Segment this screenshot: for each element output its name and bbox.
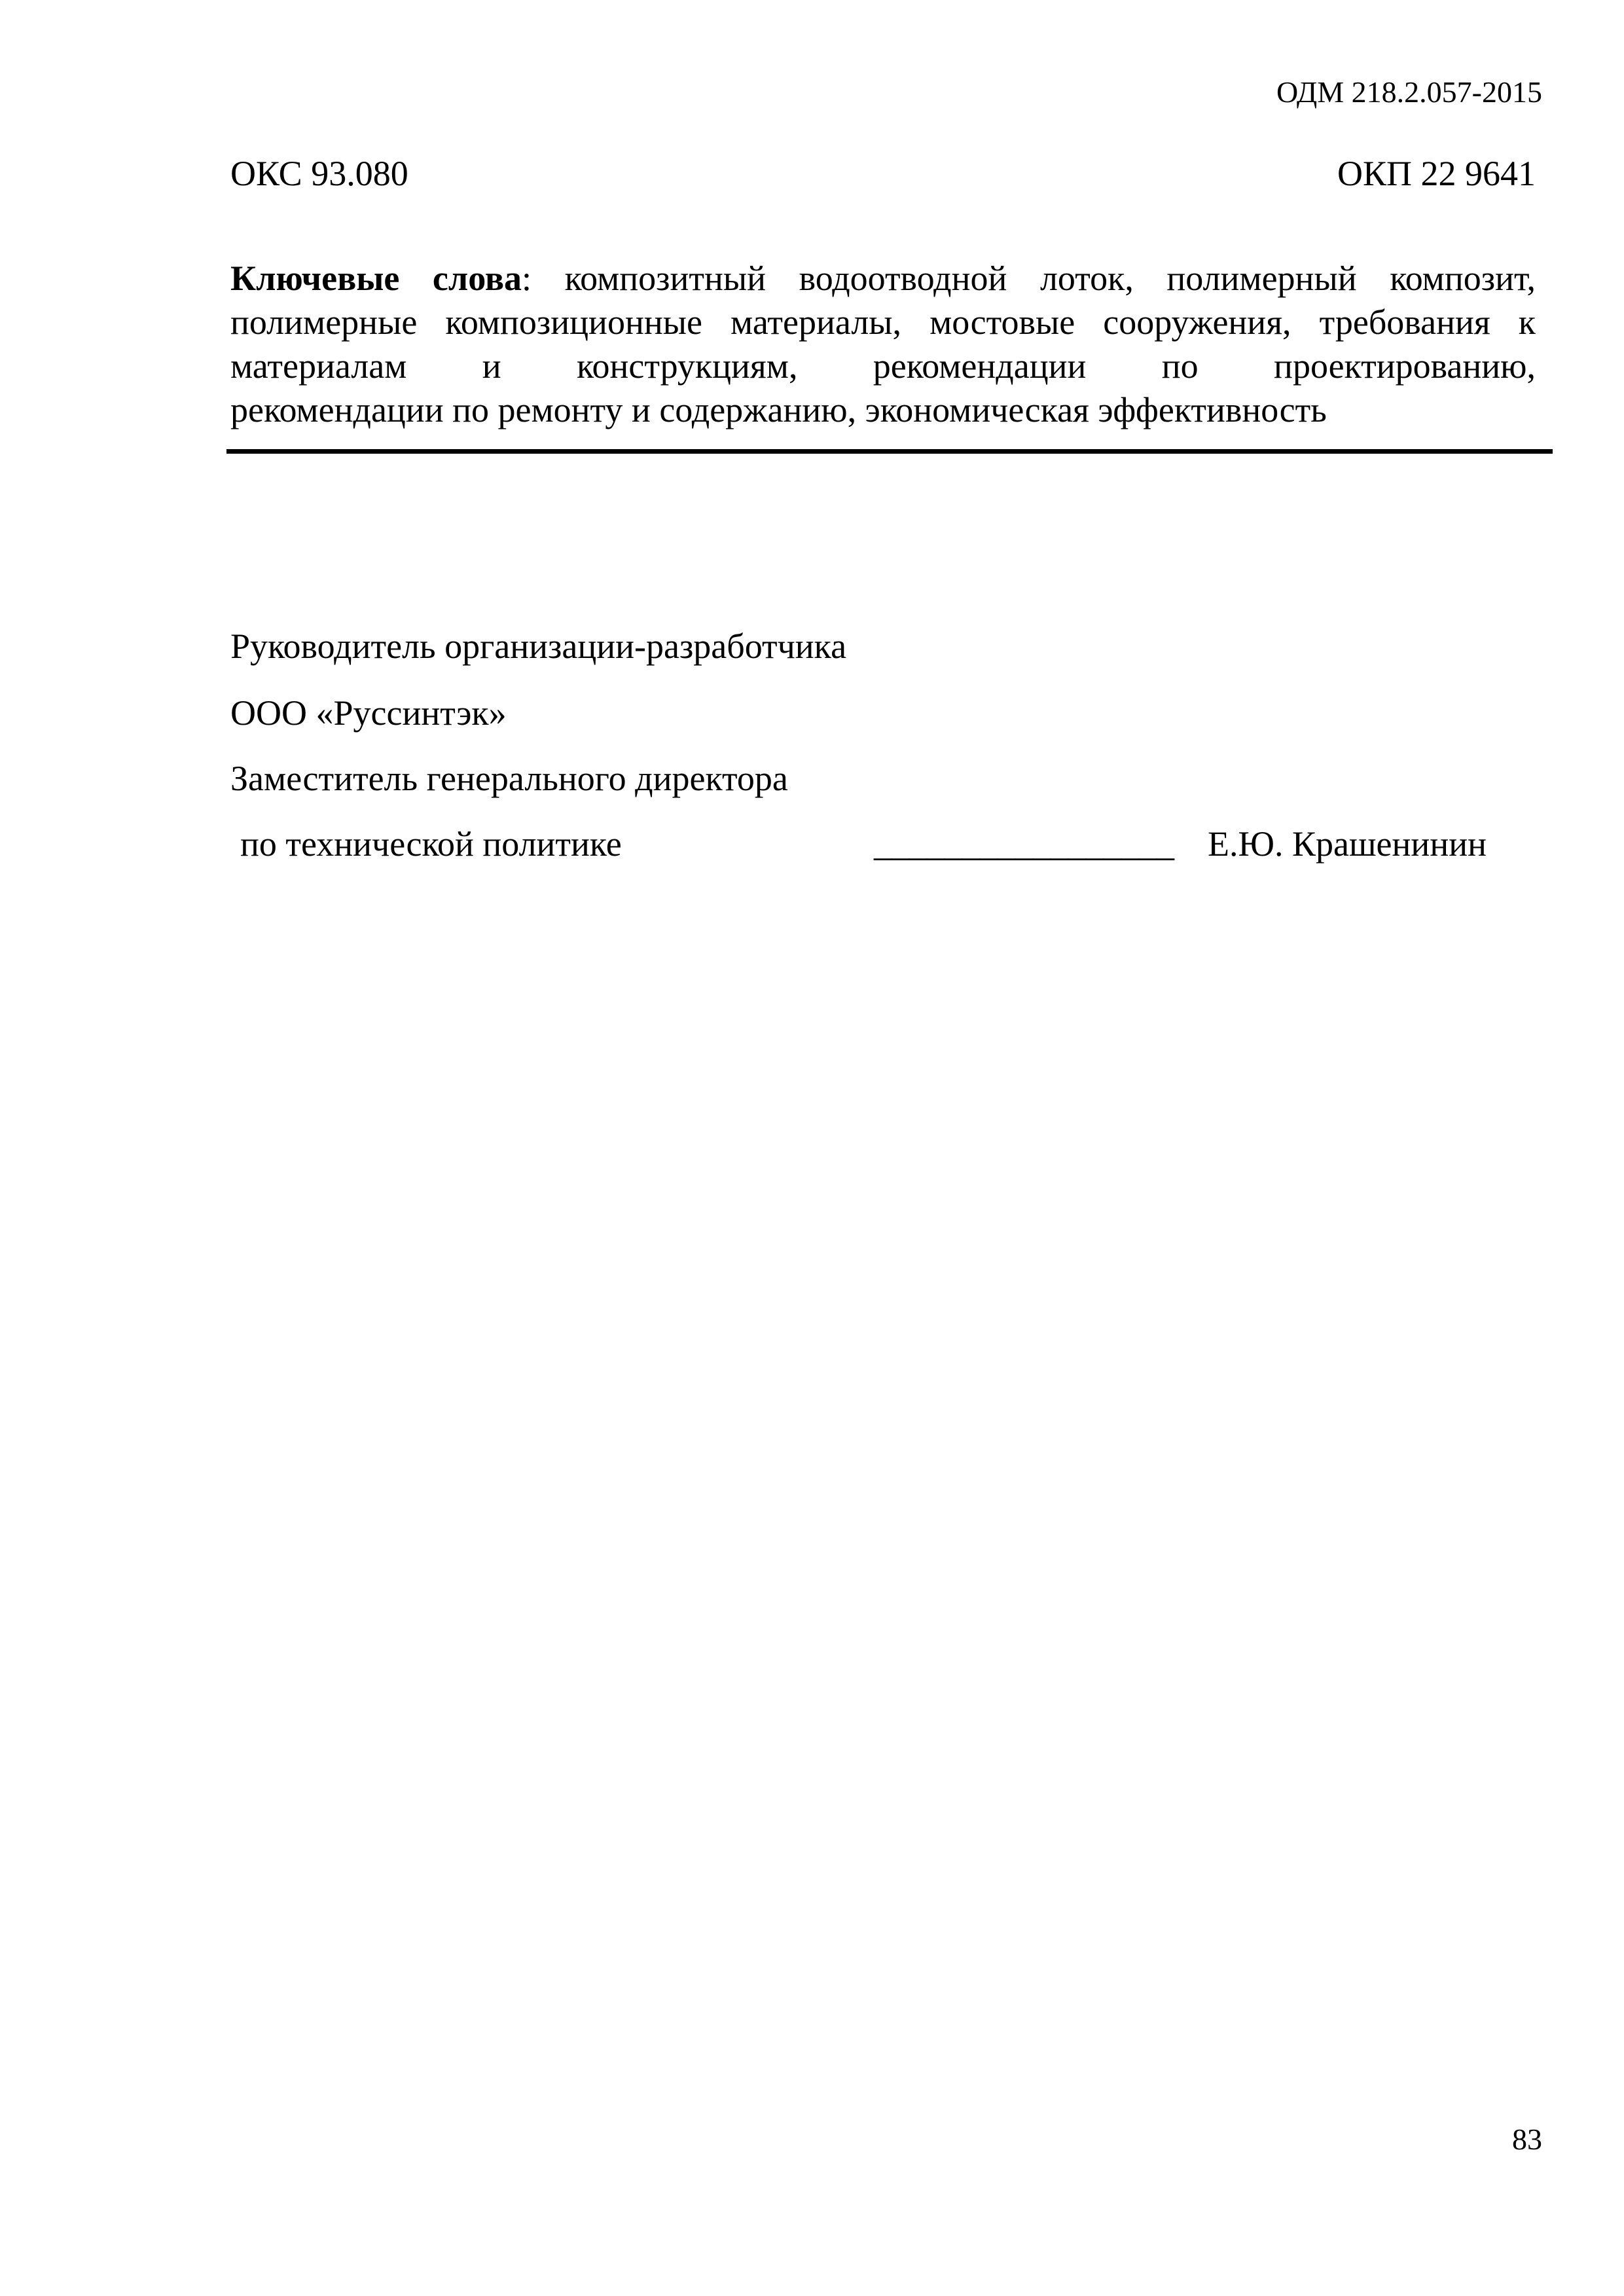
classification-row bbox=[230, 156, 1536, 191]
keywords-line-4: рекомендации по ремонту и содержанию, экономическая эффективность bbox=[230, 390, 1327, 429]
page-number: 83 bbox=[1512, 2123, 1542, 2156]
signer-name: Е.Ю. Крашенинин bbox=[1208, 824, 1487, 864]
okp-code: ОКП 22 9641 bbox=[1337, 154, 1536, 193]
keywords-separator: : bbox=[522, 259, 532, 298]
position-line-2: по технической политике bbox=[240, 824, 622, 864]
organization-name: ООО «Руссинтэк» bbox=[230, 693, 507, 733]
keywords-line-1 bbox=[230, 257, 1536, 301]
signature-blank-line: _________________ bbox=[874, 824, 1174, 864]
position-line-1: Заместитель генерального директора bbox=[230, 759, 788, 798]
document-code: ОДМ 218.2.057-2015 bbox=[1276, 75, 1542, 109]
keywords-block bbox=[230, 257, 1536, 432]
keywords-line-3: материалам и конструкциям, рекомендации по проектированию, bbox=[230, 346, 1536, 386]
developer-head-title: Руководитель организации-разработчика bbox=[230, 627, 847, 666]
keywords-label: Ключевые слова bbox=[230, 259, 522, 298]
horizontal-rule bbox=[226, 449, 1553, 454]
keywords-line-1-text: композитный водоотводной лоток, полимерный композит, bbox=[532, 259, 1536, 298]
oks-code: ОКС 93.080 bbox=[230, 154, 408, 193]
keywords-line-2: полимерные композиционные материалы, мостовые сооружения, требования к bbox=[230, 302, 1536, 342]
